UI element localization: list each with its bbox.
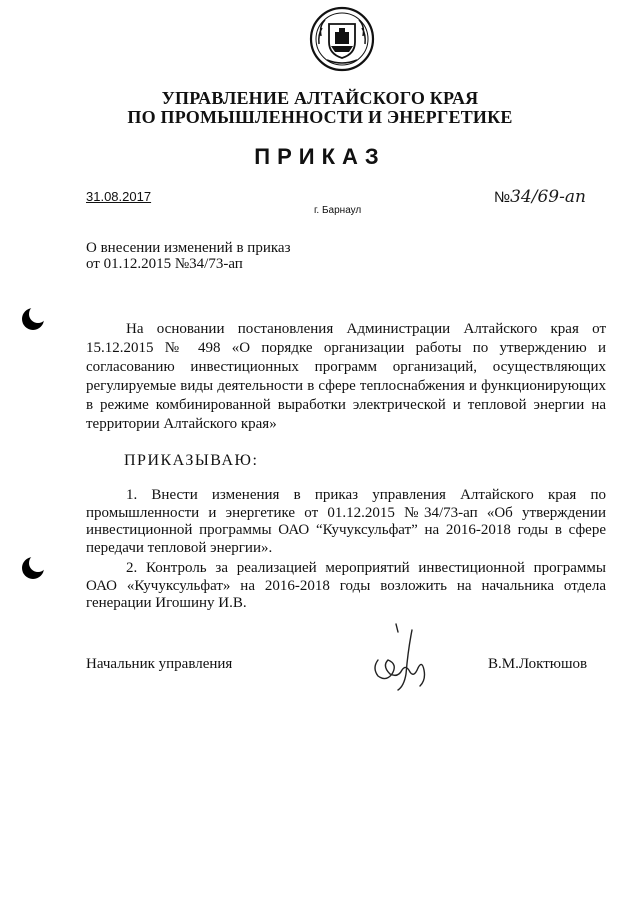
order-item-1: 1. Внести изменения в приказ управления Алтайского края по промышленности и энергетике от 01.12.2015 №34/73-ап «Об утверждении инвестиционной программы ОАО “Кучуксульфат” на 2016-2018 годы в сфере передачи тепловой энергии». (86, 487, 606, 556)
document-number (494, 187, 586, 207)
document-city: г. Барнаул (314, 205, 362, 216)
hole-punch-mark (22, 557, 44, 579)
coat-of-arms-emblem (309, 6, 375, 72)
basis-paragraph: На основании постановления Администрации Алтайского края от 15.12.2015 № 498 «О порядке организации работы по утверждению и согласованию инвестиционных программ организаций, осуществляющих регулируемые виды деятельности в сфере теплоснабжения и функционирующих в режиме комбинированной выработки электрической и тепловой энергии на территории Алтайского края» (86, 321, 606, 432)
organization-name-line1: УПРАВЛЕНИЕ АЛТАЙСКОГО КРАЯ (161, 88, 479, 108)
order-item-2: 2. Контроль за реализацией мероприятий инвестиционной программы ОАО «Кучуксульфат» на 2016-2018 годы возложить на начальника отдела генерации Игошину И.В. (86, 560, 606, 611)
signer-name: В.М.Локтюшов (488, 656, 588, 672)
organization-name-line2: ПО ПРОМЫШЛЕННОСТИ И ЭНЕРГЕТИКЕ (127, 107, 513, 127)
handwritten-signature (368, 620, 438, 694)
signer-position: Начальник управления (86, 656, 233, 672)
document-type-title: ПРИКАЗ (254, 144, 386, 169)
subject-line1: О внесении изменений в приказ (86, 240, 291, 256)
hole-punch-mark (22, 308, 44, 330)
order-word: ПРИКАЗЫВАЮ: (124, 452, 259, 469)
number-sign: № (494, 189, 511, 206)
handwritten-number: 34/69-ап (510, 187, 586, 207)
document-date: 31.08.2017 (86, 189, 152, 204)
document-body (86, 320, 606, 613)
subject-line2: от 01.12.2015 №34/73-ап (86, 256, 243, 272)
